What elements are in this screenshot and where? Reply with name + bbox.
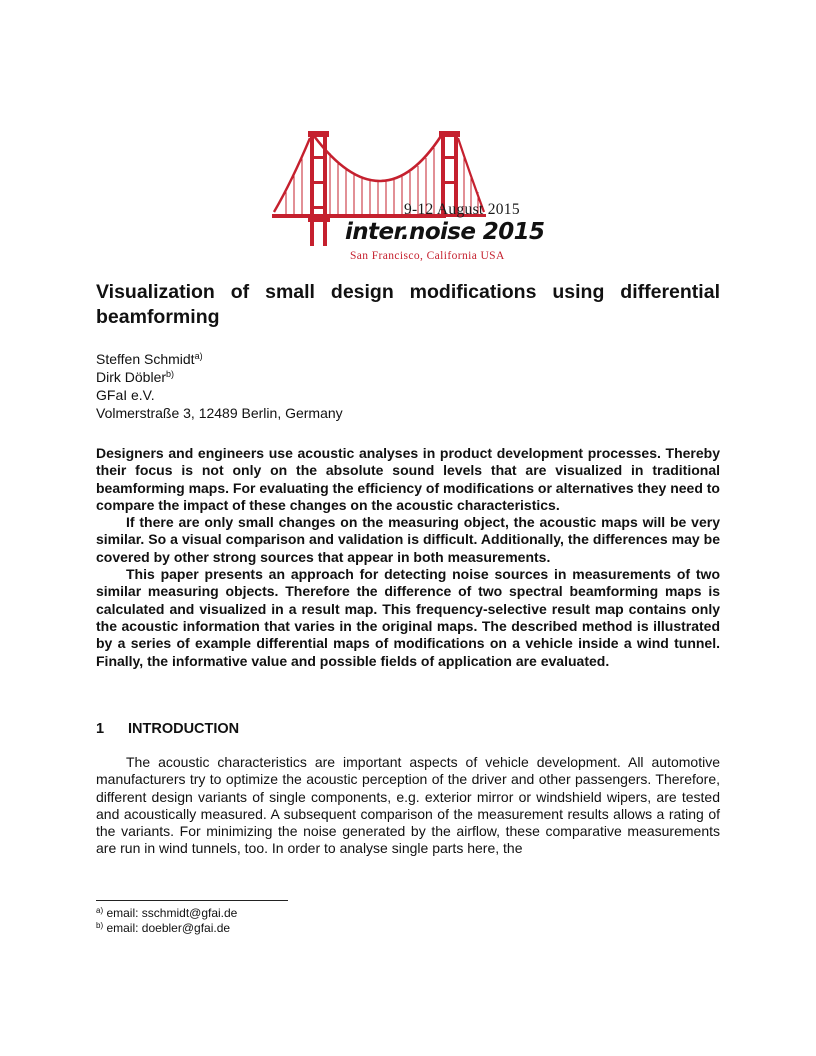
author-block xyxy=(96,350,496,422)
footnotes xyxy=(96,906,237,935)
conference-date: 9-12 August 2015 xyxy=(404,201,520,218)
footnote: $^{a)}$ email: sschmidt@gfai.de xyxy=(96,906,238,920)
abstract-paragraph: Designers and engineers use acoustic analyses in product development processes. Thereby their focus is not only on the absolute sound levels that are visualized in traditional beamforming maps. For evaluating the efficiency of modifications or alternatives they need to compare the impact of these changes on the acoustic characteristics. xyxy=(96,445,720,513)
footnote-mark: b) xyxy=(166,369,175,379)
footnote: $^{b)}$ email: doebler@gfai.de xyxy=(96,920,231,935)
section-number: 1 xyxy=(96,721,105,737)
conference-location: San Francisco, California USA xyxy=(350,250,505,262)
author-name: Steffen Schmidt$^{a)}$ xyxy=(96,351,203,367)
golden-gate-bridge-icon xyxy=(270,126,560,268)
footnote-divider xyxy=(96,900,288,901)
conference-brand: inter.noise 2015 xyxy=(345,219,545,245)
abstract-paragraph: If there are only small changes on the measuring object, the acoustic maps will be very similar. So a visual comparison and validation is difficult. Additionally, the differences may be covered by other strong sources that appear in both measurements. xyxy=(96,514,720,565)
conference-logo xyxy=(270,126,560,268)
footnote-mark: a) xyxy=(194,351,203,361)
section-title: INTRODUCTION xyxy=(128,721,240,737)
affiliation-org: GFaI e.V. xyxy=(96,387,155,403)
footnote-mark: b) xyxy=(96,920,104,930)
intro-paragraph: The acoustic characteristics are important aspects of vehicle development. All automotive manufacturers try to optimize the acoustic perception of the driver and other passengers. Therefore, different design variants of single components, e.g. exterior mirror or windshield wipers, are tested and acoustically measured. A subsequent comparison of the measurement results allows a rating of the variants. For minimizing the noise generated by the airflow, these comparative measurements are run in wind tunnels, too. In order to analyse single parts here, the xyxy=(96,754,720,857)
footnote-mark: a) xyxy=(96,906,104,915)
abstract-paragraph: This paper presents an approach for detecting noise sources in measurements of two similar measuring objects. Therefore the difference of two spectral beamforming maps is calculated and visualized in a result map. This frequency-selective result map contains only the acoustic information that varies in the original maps. The described method is illustrated by a series of example differential maps of modifications on a vehicle inside a wind tunnel. Finally, the informative value and possible fields of application are evaluated. xyxy=(96,566,720,669)
paper-title: Visualization of small design modifications using differential beamforming xyxy=(96,281,720,328)
section-heading xyxy=(96,721,239,737)
affiliation-address: Volmerstraße 3, 12489 Berlin, Germany xyxy=(96,405,343,421)
author-name: Dirk Döbler$^{b)}$ xyxy=(96,369,175,385)
abstract xyxy=(96,445,720,670)
